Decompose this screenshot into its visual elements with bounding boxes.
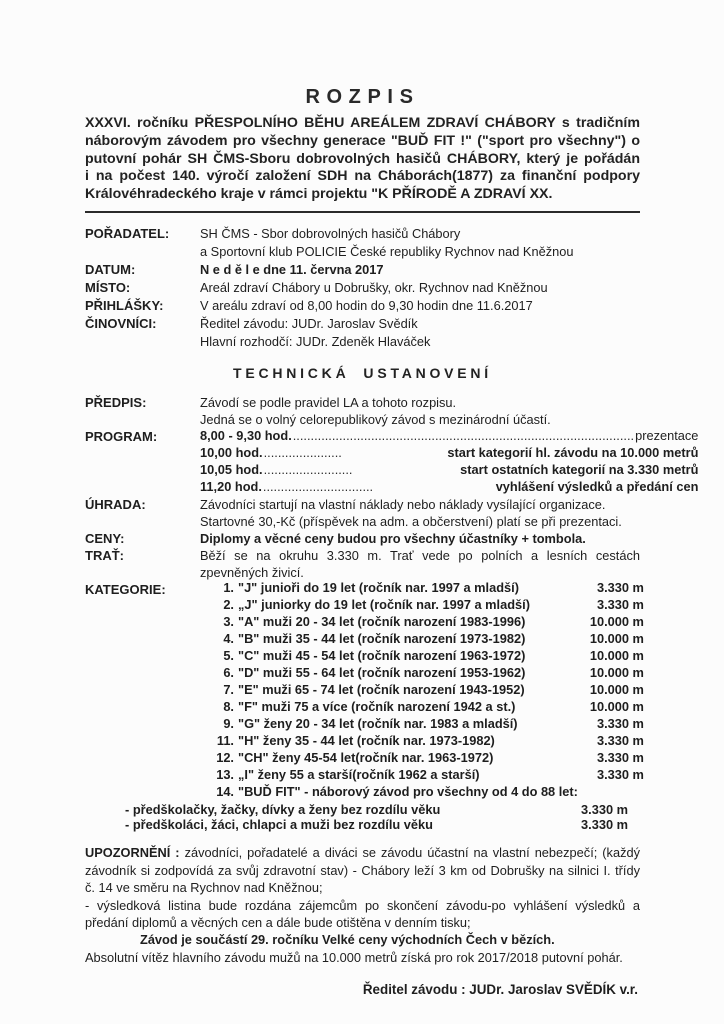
uhrada-line: Startovné 30,-Kč (příspěvek na adm. a občerstvení) platí se při prezentaci.	[200, 513, 622, 529]
info-row-officials-2	[85, 333, 640, 351]
section-label: CENY:	[85, 530, 125, 546]
trat-line: Běží se na okruhu 3.330 m. Trať vede po polních a lesních cestách	[200, 547, 640, 563]
signature-line: Ředitel závodu : JUDr. Jaroslav SVĚDÍK v.r.	[362, 982, 638, 998]
category-text: "F" muži 75 a více (ročník narození 1942 a st.)	[238, 698, 516, 714]
info-row-organizer	[85, 225, 640, 243]
category-text: "J" junioři do 19 let (ročník nar. 1997 a mladší)	[238, 579, 519, 595]
program-time: 10,05 hod.	[200, 461, 263, 477]
info-value: a Sportovní klub POLICIE České republiky Rychnov nad Kněžnou	[200, 243, 574, 259]
category-number: 1.	[223, 579, 234, 595]
intro-line: XXXVI. ročníku PŘESPOLNÍHO BĚHU AREÁLEM ZDRAVÍ CHÁBORY s tradičním	[85, 115, 640, 131]
section-label: KATEGORIE:	[85, 581, 166, 597]
category-number: 6.	[223, 664, 234, 680]
category-text: - předškolačky, žačky, dívky a ženy bez rozdílu věku	[125, 801, 441, 817]
category-distance: 3.330 m	[596, 715, 644, 731]
category-text: „J" juniorky do 19 let (ročník nar. 1997 a mladší)	[238, 596, 530, 612]
category-number: 7.	[223, 681, 234, 697]
category-distance: 3.330 m	[596, 596, 644, 612]
info-value: V areálu zdraví od 8,00 hodin do 9,30 hodin dne 11.6.2017	[200, 297, 533, 313]
category-text: „I" ženy 55 a starší(ročník 1962 a starší)	[238, 766, 480, 782]
ceny-line: Diplomy a věcné ceny budou pro všechny účastníky + tombola.	[200, 530, 586, 546]
category-distance: 10.000 m	[589, 630, 644, 646]
category-list	[200, 581, 656, 802]
warning-line: závodník si zodpovídá za svůj zdravotní stav) - Chábory leží 3 km od Dobrušky na silnici I. třídy	[85, 862, 640, 878]
section-label: PROGRAM:	[85, 428, 158, 444]
category-row	[200, 785, 644, 802]
category-distance: 3.330 m	[581, 801, 628, 817]
category-distance: 3.330 m	[596, 766, 644, 782]
warning-paragraph	[85, 844, 640, 966]
warning-line: - výsledková listina bude rozdána zájemcům po skončení závodu-po vyhlášení výsledků a	[85, 897, 640, 913]
category-distance: 3.330 m	[596, 732, 644, 748]
category-extra-row	[85, 817, 640, 832]
category-text: "G" ženy 20 - 34 let (ročník nar. 1983 a mladší)	[238, 715, 518, 731]
category-distance: 10.000 m	[589, 664, 644, 680]
intro-line: putovní pohár SH ČMS-Sboru dobrovolných hasičů CHÁBORY, který je pořádán	[85, 150, 640, 167]
section-trat	[85, 547, 640, 581]
section-predpis	[85, 394, 640, 428]
document-title: ROZPIS	[305, 86, 420, 108]
category-row	[200, 598, 644, 615]
predpis-line: Závodí se podle pravidel LA a tohoto rozpisu.	[200, 394, 457, 410]
category-number: 5.	[223, 647, 234, 663]
category-text: "CH" ženy 45-54 let(ročník nar. 1963-1972)	[238, 749, 494, 765]
category-text: "H" ženy 35 - 44 let (ročník nar. 1973-1982)	[238, 732, 495, 748]
info-row-date	[85, 261, 640, 279]
category-distance: 3.330 m	[596, 579, 644, 595]
program-event: start kategorií hl. závodu na 10.000 metrů	[447, 444, 699, 460]
category-number: 8.	[223, 698, 234, 714]
category-text: - předškoláci, žáci, chlapci a muži bez rozdílu věku	[125, 817, 433, 833]
category-number: 12.	[216, 749, 234, 765]
program-row	[200, 479, 698, 496]
info-value: Hlavní rozhodčí: JUDr. Zdeněk Hlaváček	[200, 333, 431, 349]
category-distance: 10.000 m	[589, 681, 644, 697]
category-text: "A" muži 20 - 34 let (ročník narození 1983-1996)	[238, 613, 526, 629]
info-value: N e d ě l e dne 11. června 2017	[200, 261, 384, 277]
program-time: 8,00 - 9,30 hod.	[200, 427, 292, 443]
category-number: 9.	[223, 715, 234, 731]
section-ceny	[85, 530, 640, 547]
info-label: ČINOVNÍCI:	[85, 315, 157, 331]
category-text: "B" muži 35 - 44 let (ročník narození 1973-1982)	[238, 630, 526, 646]
predpis-line: Jedná se o volný celorepublikový závod s mezinárodní účastí.	[200, 411, 551, 427]
section-kategorie	[85, 579, 644, 802]
intro-line: i na počest 140. výročí založení SDH na Cháborách(1877) za finanční podpory	[85, 168, 640, 185]
category-number: 2.	[223, 596, 234, 612]
warning-label: UPOZORNĚNÍ :	[85, 845, 180, 861]
header-divider	[85, 211, 640, 213]
program-time: 10,00 hod.	[200, 444, 263, 460]
category-distance: 10.000 m	[589, 647, 644, 663]
program-time: 11,20 hod.	[200, 478, 262, 494]
category-distance: 3.330 m	[581, 817, 628, 833]
warning-line: UPOZORNĚNÍ : závodníci, pořadatelé a diváci se závodu účastní na vlastní nebezpečí; (každý	[85, 845, 640, 861]
category-row	[200, 734, 644, 751]
program-row	[200, 445, 698, 462]
dot-leader: ................................................................................................	[292, 427, 635, 443]
dot-leader: ...............................	[262, 478, 374, 494]
category-row	[200, 683, 644, 700]
category-row	[200, 581, 644, 598]
program-row	[200, 428, 698, 445]
category-number: 13.	[216, 766, 234, 782]
section-label: TRAŤ:	[85, 547, 124, 563]
info-value: SH ČMS - Sbor dobrovolných hasičů Chábory	[200, 225, 461, 241]
category-text: "C" muži 45 - 54 let (ročník narození 1963-1972)	[238, 647, 526, 663]
category-row	[200, 615, 644, 632]
category-row	[200, 751, 644, 768]
intro-line: náborovým závodem pro všechny generace "BUĎ FIT !" ("sport pro všechny") o	[85, 132, 640, 149]
category-distance: 10.000 m	[589, 613, 644, 629]
info-block	[85, 225, 640, 351]
section-label: PŘEDPIS:	[85, 394, 147, 410]
warning-line: Absolutní vítěz hlavního závodu mužů na 10.000 metrů získá pro rok 2017/2018 putovní pohár.	[85, 949, 623, 965]
category-extra-row	[85, 802, 640, 817]
dot-leader: .........................	[263, 461, 353, 477]
program-event: start ostatních kategorií na 3.330 metrů	[460, 461, 699, 477]
intro-paragraph	[85, 115, 640, 204]
uhrada-line: Závodníci startují na vlastní náklady nebo náklady vysílající organizace.	[200, 496, 606, 512]
info-value: Ředitel závodu: JUDr. Jaroslav Svědík	[200, 315, 418, 331]
category-row	[200, 649, 644, 666]
category-number: 3.	[223, 613, 234, 629]
category-distance: 3.330 m	[596, 749, 644, 765]
category-distance: 10.000 m	[589, 698, 644, 714]
section-uhrada	[85, 496, 640, 530]
info-label: POŘADATEL:	[85, 225, 170, 241]
intro-line: Královéhradeckého kraje v rámci projektu "K PŘÍRODĚ A ZDRAVÍ XX.	[85, 186, 553, 203]
category-row	[200, 717, 644, 734]
category-text: "BUĎ FIT" - náborový závod pro všechny od 4 do 88 let:	[238, 783, 578, 799]
info-label: MÍSTO:	[85, 279, 131, 295]
program-row	[200, 462, 698, 479]
info-label: PŘIHLÁŠKY:	[85, 297, 164, 313]
warning-highlight-line: Závod je součástí 29. ročníku Velké ceny východních Čech v bězích.	[140, 932, 555, 948]
trat-line: zpevněných živicí.	[200, 564, 304, 580]
section-program	[85, 427, 699, 496]
program-event: prezentace	[635, 427, 699, 443]
category-extra-list	[85, 802, 640, 832]
category-number: 14.	[216, 783, 234, 799]
category-row	[200, 768, 644, 785]
section-heading-technical: TECHNICKÁ USTANOVENÍ	[233, 364, 492, 381]
category-distance	[582, 785, 644, 802]
info-row-officials	[85, 315, 640, 333]
category-text: "D" muži 55 - 64 let (ročník narození 1953-1962)	[238, 664, 526, 680]
info-row-registration	[85, 297, 640, 315]
category-row	[200, 632, 644, 649]
info-label: DATUM:	[85, 261, 136, 277]
category-row	[200, 700, 644, 717]
category-number: 4.	[223, 630, 234, 646]
info-row-organizer-2	[85, 243, 640, 261]
category-row	[200, 666, 644, 683]
category-text: "E" muži 65 - 74 let (ročník narození 1943-1952)	[238, 681, 525, 697]
program-event: vyhlášení výsledků a předání cen	[495, 478, 699, 494]
warning-line: č. 14 ve směru na Rychnov nad Kněžnou;	[85, 880, 323, 896]
category-number: 11.	[216, 732, 234, 748]
dot-leader: ......................	[263, 444, 342, 460]
info-row-place	[85, 279, 640, 297]
warning-line: předání diplomů a věcných cen a dále bude otištěna v denním tisku;	[85, 915, 471, 931]
section-label: ÚHRADA:	[85, 496, 146, 512]
info-value: Areál zdraví Chábory u Dobrušky, okr. Rychnov nad Kněžnou	[200, 279, 548, 295]
